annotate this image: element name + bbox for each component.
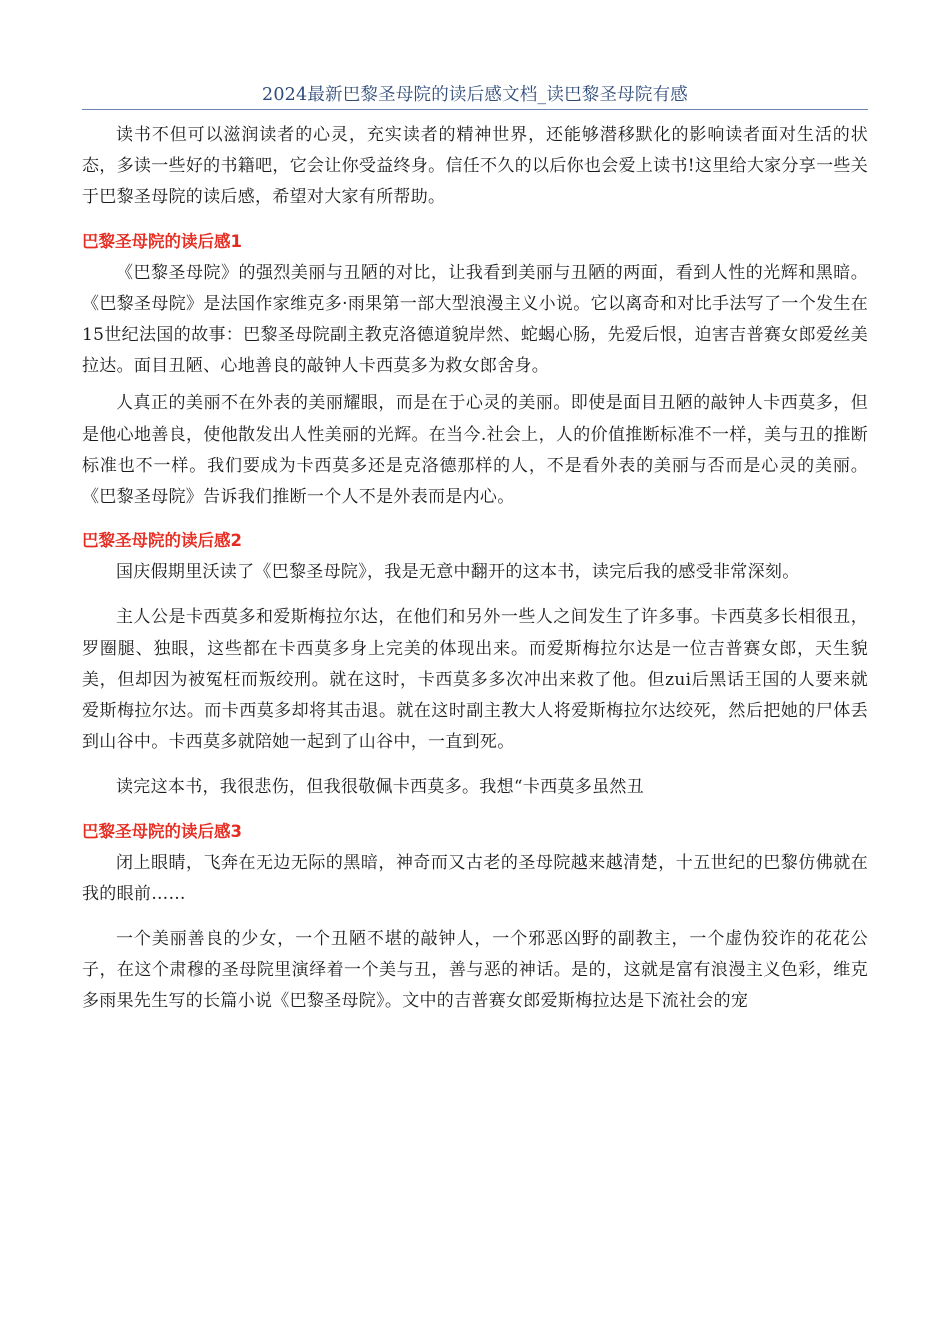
section-heading-1: 巴黎圣母院的读后感1 — [82, 231, 242, 251]
section-1-paragraph-2: 人真正的美丽不在外表的美丽耀眼，而是在于心灵的美丽。即使是面目丑陋的敲钟人卡西莫多，但是他心地善良，使他散发出人性美丽的光辉。在当今.社会上，人的价值推断标准不一样，美与丑的推断标准也不一样。我们要成为卡西莫多还是克洛德那样的人，不是看外表的美丽与否而是心灵的美丽。《巴黎圣母院》告诉我们推断一个人不是外表而是内心。 — [82, 393, 868, 508]
section-1-paragraph-1: 《巴黎圣母院》的强烈美丽与丑陋的对比，让我看到美丽与丑陋的两面，看到人性的光辉和黑暗。《巴黎圣母院》是法国作家维克多·雨果第一部大型浪漫主义小说。它以离奇和对比手法写了一个发生在15世纪法国的故事：巴黎圣母院副主教克洛德道貌岸然、蛇蝎心肠，先爱后恨，迫害吉普赛女郎爱丝美拉达。面目丑陋、心地善良的敲钟人卡西莫多为救女郎舍身。 — [82, 262, 868, 377]
intro-paragraph: 读书不但可以滋润读者的心灵，充实读者的精神世界，还能够潜移默化的影响读者面对生活的状态，多读一些好的书籍吧，它会让你受益终身。信任不久的以后你也会爱上读书!这里给大家分享一些关于巴黎圣母院的读后感，希望对大家有所帮助。 — [82, 125, 868, 208]
section-heading-2: 巴黎圣母院的读后感2 — [82, 531, 242, 551]
section-3-paragraph-1: 闭上眼睛，飞奔在无边无际的黑暗，神奇而又古老的圣母院越来越清楚，十五世纪的巴黎仿佛就在我的眼前…… — [82, 852, 868, 904]
section-2-paragraph-1: 国庆假期里沃读了《巴黎圣母院》，我是无意中翻开的这本书，读完后我的感受非常深刻。 — [116, 562, 800, 583]
document-body — [82, 120, 868, 1024]
section-heading-3: 巴黎圣母院的读后感3 — [82, 821, 242, 841]
document-header-title: 2024最新巴黎圣母院的读后感文档_读巴黎圣母院有感 — [262, 85, 688, 105]
section-3-paragraph-2: 一个美丽善良的少女，一个丑陋不堪的敲钟人，一个邪恶凶野的副教主，一个虚伪狡诈的花花公子，在这个肃穆的圣母院里演绎着一个美与丑，善与恶的神话。是的，这就是富有浪漫主义色彩，维克多雨果先生写的长篇小说《巴黎圣母院》。文中的吉普赛女郎爱斯梅拉达是下流社会的宠 — [82, 929, 868, 1012]
section-2-paragraph-2: 主人公是卡西莫多和爱斯梅拉尔达，在他们和另外一些人之间发生了许多事。卡西莫多长相很丑，罗圈腿、独眼，这些都在卡西莫多身上完美的体现出来。而爱斯梅拉尔达是一位吉普赛女郎，天生貌美，但却因为被冤枉而叛绞刑。就在这时，卡西莫多多次冲出来救了他。但zui后黑话王国的人要来就爱斯梅拉尔达。而卡西莫多却将其击退。就在这时副主教大人将爱斯梅拉尔达绞死，然后把她的尸体丢到山谷中。卡西莫多就陪她一起到了山谷中，一直到死。 — [82, 607, 868, 753]
header-divider — [82, 109, 868, 110]
section-2-paragraph-3: 读完这本书，我很悲伤，但我很敬佩卡西莫多。我想“卡西莫多虽然丑 — [116, 777, 644, 798]
